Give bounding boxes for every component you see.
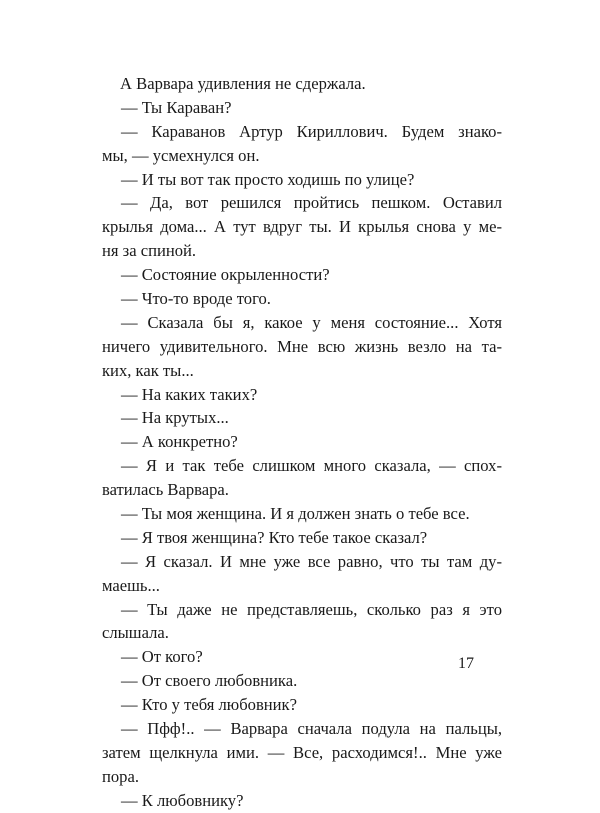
text-line: мы, — усмехнулся он. xyxy=(102,145,260,165)
text-line: маешь... xyxy=(102,575,160,595)
text-line: затем щелкнула ими. — Все, расходимся!.. Мне уже xyxy=(102,742,502,762)
text-line: — Я и так тебе слишком много сказала, — спох- xyxy=(121,456,502,476)
text-line: — На каких таких? xyxy=(121,384,258,404)
text-line: — Я сказал. И мне уже все равно, что ты там ду- xyxy=(121,551,502,571)
text-line: ких, как ты... xyxy=(102,360,194,380)
text-line: — Кто у тебя любовник? xyxy=(121,695,297,715)
text-line: — Ты даже не представляешь, сколько раз я это xyxy=(121,599,502,619)
text-line: пора. xyxy=(102,766,139,786)
text-line: — Караванов Артур Кириллович. Будем знако- xyxy=(121,121,502,141)
text-line: — От своего любовника. xyxy=(121,671,298,691)
text-line: — И ты вот так просто ходишь по улице? xyxy=(121,169,415,189)
text-line: — Ты Караван? xyxy=(121,97,232,117)
page-number: 17 xyxy=(458,655,474,672)
text-line: — А конкретно? xyxy=(121,432,238,452)
text-line: — Я твоя женщина? Кто тебе такое сказал? xyxy=(121,527,428,547)
text-line: — На крутых... xyxy=(121,408,229,428)
text-line: — Состояние окрыленности? xyxy=(121,265,330,285)
text-line: — Ты моя женщина. И я должен знать о тебе все. xyxy=(121,504,470,524)
text-line: ня за спиной. xyxy=(102,241,197,261)
text-line: — Сказала бы я, какое у меня состояние... Хотя xyxy=(121,312,502,332)
text-line: — Что-то вроде того. xyxy=(121,289,271,309)
text-line: — Да, вот решился пройтись пешком. Оставил xyxy=(121,193,502,213)
text-line: — От кого? xyxy=(121,647,203,667)
text-line: — Пфф!.. — Варвара сначала подула на пальцы, xyxy=(121,719,502,739)
text-line: А Варвара удивления не сдержала. xyxy=(120,74,366,93)
page-text xyxy=(102,72,502,813)
text-line: крылья дома... А тут вдруг ты. И крылья снова у ме- xyxy=(102,217,502,237)
text-line: — К любовнику? xyxy=(121,790,244,810)
text-line: ничего удивительного. Мне всю жизнь везло на та- xyxy=(102,336,502,356)
text-line: слышала. xyxy=(102,623,169,643)
text-line: ватилась Варвара. xyxy=(102,480,229,500)
